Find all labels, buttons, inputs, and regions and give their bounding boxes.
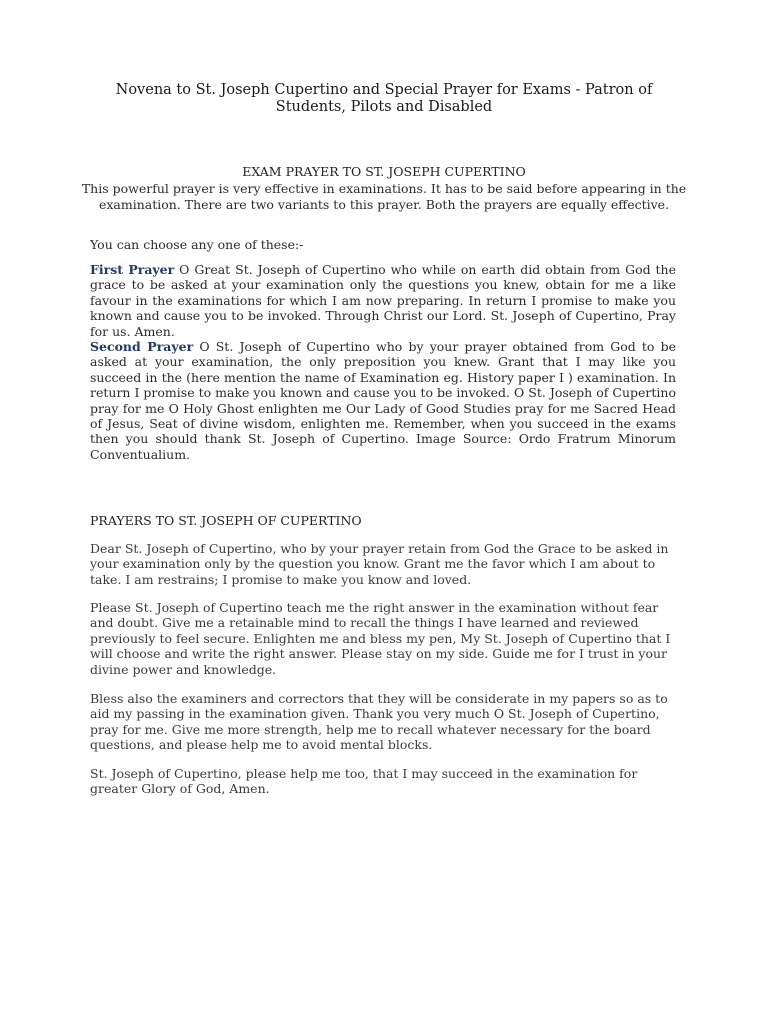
exam-prayer-intro: This powerful prayer is very effective in examinations. It has to be said before appearing in the examination. There are two variants to this prayer. Both the prayers are equally effective. (81, 181, 687, 212)
prayer-paragraph: St. Joseph of Cupertino, please help me too, that I may succeed in the examination for greater Glory of God, Amen. (90, 766, 638, 797)
prayers-section-heading: PRAYERS TO ST. JOSEPH OF CUPERTINO (90, 513, 362, 528)
exam-prayers-block (90, 262, 676, 462)
page-title: Novena to St. Joseph Cupertino and Special Prayer for Exams - Patron of Students, Pilots and Disabled (115, 82, 653, 115)
first-prayer-text: O Great St. Joseph of Cupertino who while on earth did obtain from God the grace to be asked at your examination only the questions you knew, obtain for me a like favour in the examinations for which I am now preparing. In return I promise to make you known and cause you to be invoked. Through Christ our Lord. St. Joseph of Cupertino, Pray for us. Amen. (90, 262, 676, 339)
second-prayer-paragraph (90, 339, 676, 462)
prayer-paragraph: Dear St. Joseph of Cupertino, who by your prayer retain from God the Grace to be asked in your examination only by the question you know. Grant me the favor which I am about to take. I am restrains; I promise to make you know and loved. (90, 541, 669, 587)
exam-prayer-heading: EXAM PRAYER TO ST. JOSEPH CUPERTINO (242, 164, 526, 179)
second-prayer-label: Second Prayer (90, 339, 194, 355)
second-prayer-text: O St. Joseph of Cupertino who by your prayer obtained from God to be asked at your examination, the only preposition you knew. Grant that I may like you succeed in the (here mention the name of Examination eg. History paper I ) examination. In return I promise to make you known and cause you to be invoked. O St. Joseph of Cupertino pray for me O Holy Ghost enlighten me Our Lady of Good Studies pray for me Sacred Head of Jesus, Seat of divine wisdom, enlighten me. Remember, when you succeed in the exams then you should thank St. Joseph of Cupertino. Image Source: Ordo Fratrum Minorum Conventualium. (90, 339, 676, 462)
choose-text: You can choose any one of these:- (90, 237, 304, 252)
prayer-paragraph: Please St. Joseph of Cupertino teach me the right answer in the examination without fear and doubt. Give me a retainable mind to recall the things I have learned and reviewed previously to feel secure. Enlighten me and bless my pen, My St. Joseph of Cupertino that I will choose and write the right answer. Please stay on my side. Guide me for I trust in your divine power and knowledge. (90, 600, 671, 677)
first-prayer-paragraph (90, 262, 676, 339)
prayer-paragraph: Bless also the examiners and correctors that they will be considerate in my papers so as to aid my passing in the examination given. Thank you very much O St. Joseph of Cupertino, pray for me. Give me more strength, help me to recall whatever necessary for the board questions, and please help me to avoid mental blocks. (90, 691, 668, 753)
first-prayer-label: First Prayer (90, 262, 175, 277)
